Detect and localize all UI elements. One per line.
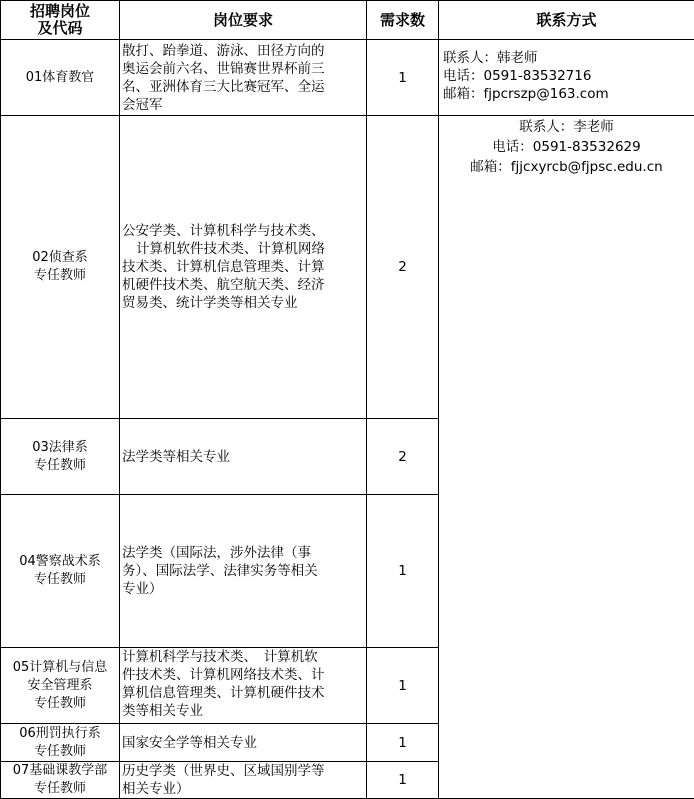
position-text: 专任教师 (33, 268, 86, 283)
requirements-text: 法学类（国际法，涉外法律（事 (122, 545, 311, 561)
position-text: 专任教师 (33, 695, 86, 711)
position-text: 专任教师 (33, 781, 86, 796)
position-text: 安全管理系 (27, 677, 93, 693)
position-cell (1, 762, 120, 799)
contact-cell-li (439, 116, 694, 799)
contact-cell-han (439, 40, 694, 116)
contact-email: 邮箱：fjjcxyrcb@fjpsc.edu.cn (470, 159, 663, 175)
contact-phone: 电话：0591-83532629 (492, 139, 641, 155)
contact-person: 联系人：李老师 (519, 119, 614, 135)
requirements-text: 技术类、计算机信息管理类、计算 (122, 259, 325, 275)
requirements-text: 机硬件技术类、航空航天类、经济 (122, 277, 325, 293)
count-cell: 1 (367, 40, 439, 116)
header-requirements: 岗位要求 (120, 1, 367, 40)
header-position-line2: 及代码 (37, 19, 83, 37)
header-count: 需求数 (367, 1, 439, 40)
position-cell (1, 648, 120, 724)
header-position-line1: 招聘岗位 (29, 2, 90, 20)
requirements-text: 务）、国际法学、法律实务等相关 (122, 563, 318, 579)
requirements-text: 相关专业） (122, 781, 190, 797)
contact-email: 邮箱：fjpcrszp@163.com (443, 86, 609, 102)
contact-phone: 电话：0591-83532716 (443, 68, 592, 84)
requirements-cell (120, 116, 367, 419)
position-text: 专任教师 (33, 743, 86, 759)
requirements-text: 专业） (122, 581, 163, 597)
requirements-text: 公安学类、计算机科学与技术类、 (122, 223, 325, 239)
position-text: 专任教师 (33, 457, 86, 473)
requirements-text: 算机信息管理类、计算机硬件技术 (122, 685, 325, 701)
position-text: 02侦查系 (32, 250, 88, 265)
position-cell (1, 116, 120, 419)
requirements-text: 散打、跆拳道、游泳、田径方向的 (122, 42, 325, 59)
requirements-text: 贸易类、统计学类等相关专业 (122, 295, 298, 311)
requirements-cell (120, 648, 367, 724)
requirements-cell (120, 724, 367, 762)
requirements-text: 类等相关专业 (122, 703, 203, 719)
requirements-text: 名、亚洲体育三大比赛冠军、全运 (122, 78, 325, 95)
requirements-text: 历史学类（世界史、区域国别学等 (122, 763, 325, 779)
requirements-cell (120, 762, 367, 799)
requirements-text: 件技术类、计算机网络技术类、计 (122, 667, 325, 683)
count-cell: 2 (367, 116, 439, 419)
requirements-text: 法学类等相关专业 (122, 448, 230, 465)
position-text: 05计算机与信息 (12, 659, 108, 675)
position-cell (1, 40, 120, 116)
header-row (1, 1, 694, 40)
position-cell (1, 724, 120, 762)
count-cell: 1 (367, 495, 439, 648)
requirements-text: 国家安全学等相关专业 (122, 734, 257, 751)
table-row (1, 40, 694, 116)
count-cell: 1 (367, 762, 439, 799)
position-text: 03法律系 (32, 439, 88, 455)
header-contact: 联系方式 (439, 1, 694, 40)
count-cell: 1 (367, 648, 439, 724)
requirements-text: 计算机科学与技术类、 计算机软 (122, 649, 318, 665)
position-text: 07基础课教学部 (12, 763, 108, 778)
position-cell (1, 495, 120, 648)
requirements-text: 会冠军 (122, 96, 163, 113)
position-text: 04警察战术系 (19, 554, 101, 569)
header-position (1, 1, 120, 40)
requirements-cell (120, 40, 367, 116)
contact-person: 联系人：韩老师 (443, 50, 538, 66)
count-cell: 1 (367, 724, 439, 762)
position-text: 06刑罚执行系 (19, 725, 101, 741)
count-cell: 2 (367, 419, 439, 495)
position-text: 专任教师 (33, 572, 86, 587)
requirements-cell (120, 495, 367, 648)
position-cell (1, 419, 120, 495)
requirements-text: 奥运会前六名、世锦赛世界杯前三 (122, 60, 325, 77)
position-text: 01体育教官 (25, 69, 95, 85)
requirements-text: 计算机软件技术类、计算机网络 (136, 241, 325, 257)
table-row (1, 116, 694, 419)
requirements-cell (120, 419, 367, 495)
